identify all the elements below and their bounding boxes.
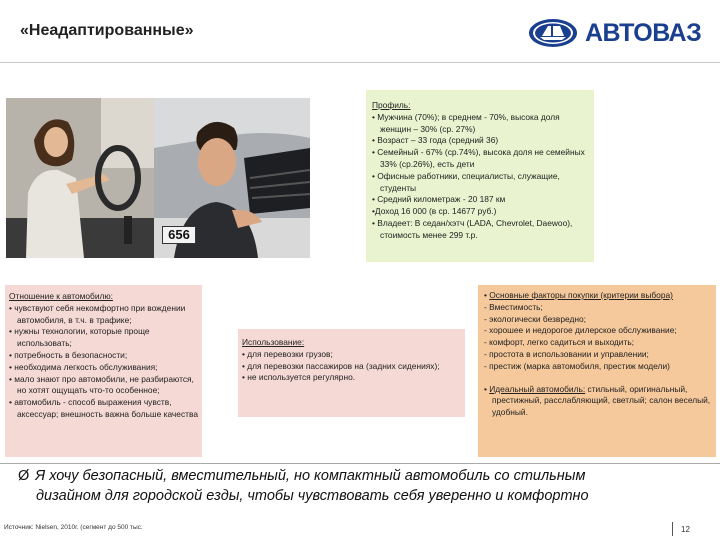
- usage-list: [242, 349, 461, 384]
- spacer: [484, 373, 712, 384]
- conclusion-line-2: дизайном для городской езды, чтобы чувствовать себя уверенно и комфортно: [36, 488, 589, 504]
- profile-heading: Профиль:: [372, 100, 411, 110]
- arrow-bullet-icon: Ø: [18, 468, 30, 484]
- bullet: •: [484, 383, 490, 394]
- ideal-car-description: стильный, оригинальный, престижный, расслабляющий, светлый; салон веселый, удобный.: [492, 383, 711, 418]
- list-item: • Семейный - 67% (ср.74%), высока доля не семейных 33% (ср.26%), есть дети: [372, 147, 585, 169]
- list-item: - Вместимость;: [484, 301, 543, 312]
- list-item: • мало знают про автомобили, не разбираются, но хотят ощущать что-то особенное;: [9, 373, 194, 396]
- list-item: •Доход 16 000 (в ср. 14677 руб.): [372, 206, 497, 217]
- relation-panel: [5, 285, 202, 457]
- list-item: • Средний километраж - 20 187 км: [372, 194, 506, 205]
- list-item: • не используется регулярно.: [242, 372, 356, 383]
- ideal-car-heading: Идеальный автомобиль:: [489, 383, 586, 394]
- woman-driving-photo: [6, 98, 154, 258]
- purchase-factors-panel: [478, 285, 716, 457]
- list-item: - экологически безвредно;: [484, 313, 586, 324]
- list-item: • Владеет: В седан/хэтч (LADA, Chevrolet, Daewoo), стоимость менее 299 т.р.: [372, 217, 573, 240]
- list-item: • для перевозки грузов;: [242, 348, 333, 359]
- list-item: • Мужчина (70%); в среднем - 70%, высока доля женщин – 30% (ср. 27%): [372, 111, 560, 134]
- profile-panel: [366, 90, 594, 262]
- avtovaz-logo: [528, 16, 716, 52]
- page-number: 12: [681, 525, 690, 534]
- factors-heading: Основные факторы покупки (критерии выбора): [489, 290, 673, 300]
- conclusion-line-1: Я хочу безопасный, вместительный, но компактный автомобиль со стильным: [35, 468, 586, 484]
- factors-list: [484, 302, 712, 373]
- page-number-divider: [672, 522, 673, 536]
- title-divider: [0, 62, 720, 63]
- man-with-car-photo: [154, 98, 310, 258]
- list-item: • нужны технологии, которые проще использовать;: [9, 326, 150, 349]
- list-item: • Возраст – 33 года (средний 36): [372, 135, 499, 146]
- list-item: • для перевозки пассажиров на (задних сидениях);: [242, 360, 440, 371]
- list-item: - комфорт, легко садиться и выходить;: [484, 337, 635, 348]
- license-plate: 656: [162, 226, 196, 244]
- list-item: - простота в использовании и управлении;: [484, 348, 649, 359]
- ideal-car-text: [484, 384, 712, 419]
- list-item: • автомобиль - способ выражения чувств, аксессуар; внешность важна больше качества: [9, 397, 198, 419]
- source-note: Источник: Nielsen, 2010г. (сегмент до 500 тыс.: [4, 524, 143, 531]
- list-item: • необходима легкость обслуживания;: [9, 361, 158, 372]
- relation-heading: Отношение к автомобилю:: [9, 291, 113, 301]
- profile-list: [372, 112, 588, 242]
- usage-heading: Использование:: [242, 337, 305, 347]
- conclusion-statement: [18, 466, 718, 506]
- brand-name: АВТОВАЗ: [585, 19, 702, 47]
- slide-header: [0, 0, 720, 62]
- lada-boat-icon: [528, 18, 578, 48]
- list-item: - престиж (марка автомобиля, престиж модели): [484, 360, 670, 371]
- bullet: •: [484, 290, 490, 300]
- conclusion-divider: [0, 463, 720, 464]
- relation-list: [9, 303, 198, 421]
- factors-heading-row: [484, 290, 712, 302]
- list-item: • Офисные работники, специалисты, служащие, студенты: [372, 170, 560, 193]
- list-item: • потребность в безопасности;: [9, 349, 128, 360]
- list-item: - хорошее и недорогое дилерское обслуживание;: [484, 325, 677, 336]
- slide-title: «Неадаптированные»: [20, 22, 194, 39]
- usage-panel: [238, 329, 465, 417]
- list-item: • чувствуют себя некомфортно при вождении автомобиля, в т.ч. в трафике;: [9, 302, 186, 325]
